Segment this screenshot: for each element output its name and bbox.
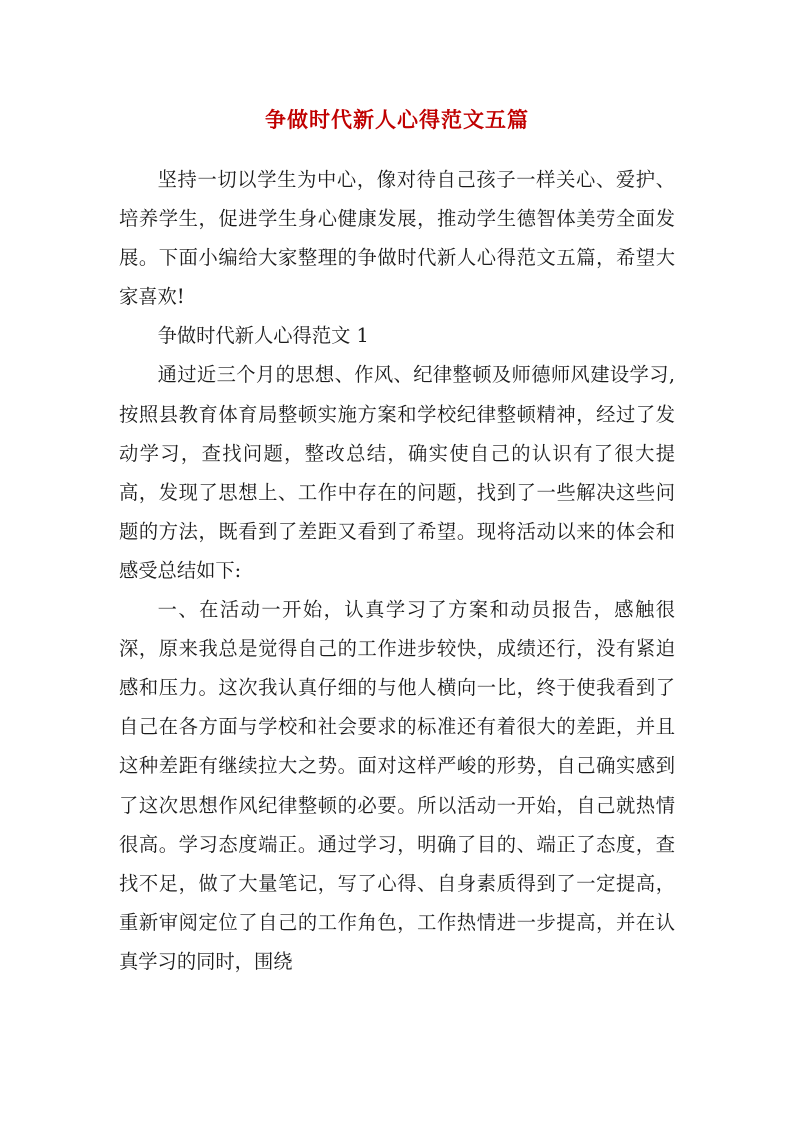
intro-paragraph: 坚持一切以学生为中心，像对待自己孩子一样关心、爱护、培养学生，促进学生身心健康发展，推动学生德智体美劳全面发展。下面小编给大家整理的争做时代新人心得范文五篇，希望大家喜欢! xyxy=(119,168,675,309)
section-heading: 争做时代新人心得范文 1 xyxy=(157,324,369,348)
document-title: 争做时代新人心得范文五篇 xyxy=(265,107,529,132)
document-body xyxy=(119,160,675,981)
body-paragraph: 一、在活动一开始，认真学习了方案和动员报告，感触很深，原来我总是觉得自己的工作进步较快，成绩还行，没有紧迫感和压力。这次我认真仔细的与他人横向一比，终于使我看到了自己在各方面与学校和社会要求的标准还有着很大的差距，并且这种差距有继续拉大之势。面对这样严峻的形势，自己确实感到了这次思想作风纪律整顿的必要。所以活动一开始，自己就热情很高。学习态度端正。通过学习，明确了目的、端正了态度，查找不足，做了大量笔记，写了心得、自身素质得到了一定提高，重新审阅定位了自己的工作角色，工作热情进一步提高，并在认真学习的同时，围绕 xyxy=(119,598,675,973)
body-paragraph: 通过近三个月的思想、作风、纪律整顿及师德师风建设学习,按照县教育体育局整顿实施方案和学校纪律整顿精神，经过了发动学习，查找问题，整改总结，确实使自己的认识有了很大提高，发现了思想上、工作中存在的问题，找到了一些解决这些问题的方法，既看到了差距又看到了希望。现将活动以来的体会和感受总结如下: xyxy=(119,363,675,582)
